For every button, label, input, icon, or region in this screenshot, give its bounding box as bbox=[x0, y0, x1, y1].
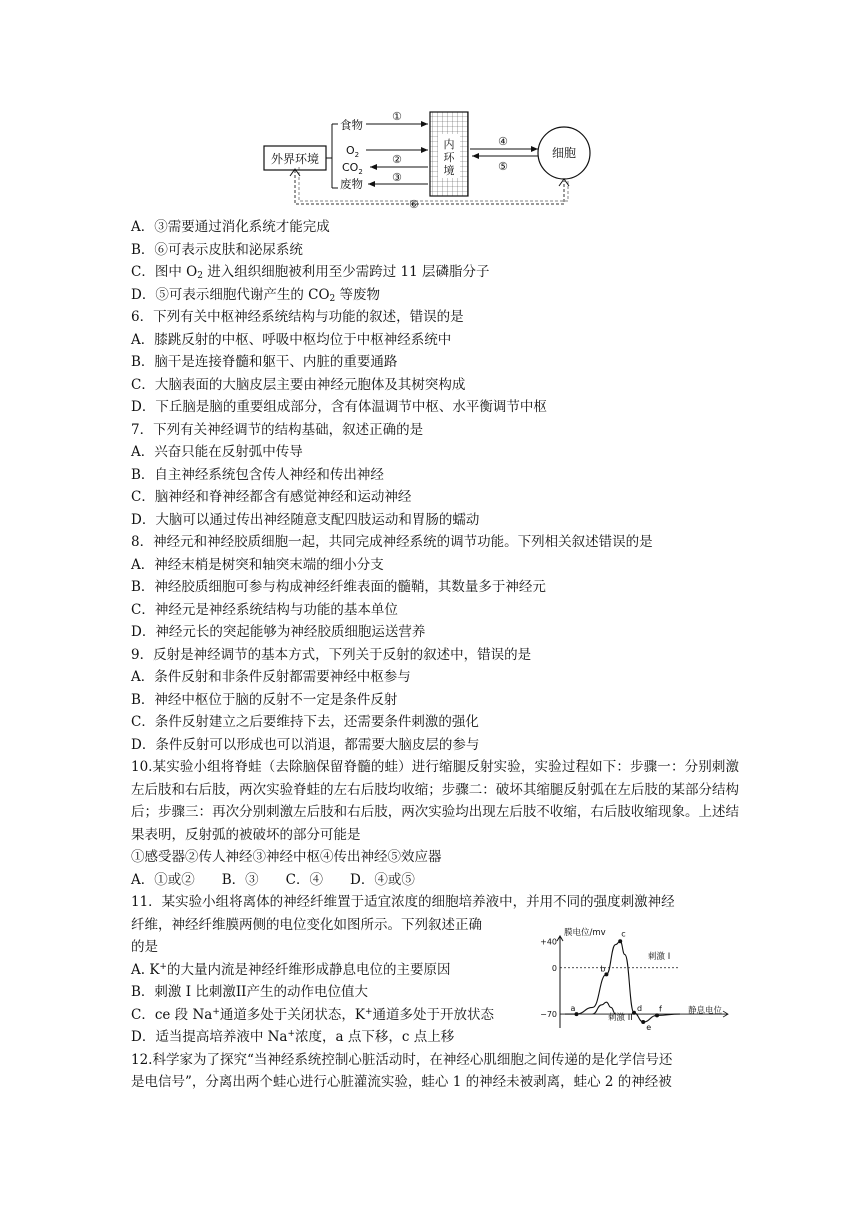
arrow-6-label: ⑥ bbox=[409, 198, 419, 211]
q6-stem: 6．下列有关中枢神经系统结构与功能的叙述，错误的是 bbox=[131, 309, 464, 325]
arrow-4-label: ④ bbox=[498, 135, 508, 148]
q11-stem-line-1: 11．某实验小组将离体的神经纤维置于适宜浓度的细胞培养液中，并用不同的强度刺激神经 bbox=[131, 894, 675, 910]
q11-option-b: B．刺激 I 比刺激II产生的动作电位值大 bbox=[131, 984, 369, 1000]
q7-option-a: A．兴奋只能在反射弧中传导 bbox=[131, 444, 303, 460]
q6-option-d: D．下丘脑是脑的重要组成部分，含有体温调节中枢、水平衡调节中枢 bbox=[131, 399, 547, 415]
q10-stem: 10.某实验小组将脊蛙（去除脑保留脊髓的蛙）进行缩腿反射实验，实验过程如下：步骤一：分别刺激左后肢和右后肢，两次实验脊蛙的左右后肢均收缩；步骤二：破坏其缩腿反射弧在左后肢的某部分结构后；步骤三：再次分别刺激左后肢和右后肢，两次实验均出现左后肢不收缩，右后肢收缩现象。上述结果表明，反射弧的被破坏的部分可能是 bbox=[131, 759, 739, 843]
q8-option-a: A．神经末梢是树突和轴突末端的细小分支 bbox=[131, 556, 384, 573]
q11-option-a: A. K+的大量内流是神经纤维形成静息电位的主要原因 bbox=[131, 961, 451, 978]
q7-option-d: D．大脑可以通过传出神经随意支配四肢运动和胃肠的蠕动 bbox=[131, 511, 480, 528]
q6-option-a: A．膝跳反射的中枢、呼吸中枢均位于中枢神经系统中 bbox=[131, 331, 452, 348]
chart-ticks bbox=[540, 937, 557, 1019]
y-tick-label: −70 bbox=[540, 1010, 557, 1020]
internal-environment-char-1: 内 bbox=[443, 138, 455, 151]
q8-option-c: C．神经元是神经系统结构与功能的基本单位 bbox=[131, 601, 398, 618]
q5-option-b: B．⑥可表示皮肤和泌尿系统 bbox=[131, 241, 303, 258]
point-e bbox=[641, 1020, 645, 1024]
q7-option-c: C．脑神经和脊神经都含有感觉神经和运动神经 bbox=[131, 489, 412, 505]
q9-stem: 9．反射是神经调节的基本方式，下列关于反射的叙述中，错误的是 bbox=[131, 646, 532, 663]
q11-option-c: C．ce 段 Na+通道多处于关闭状态，K+通道多处于开放状态 bbox=[131, 1006, 495, 1023]
point-label-e: e bbox=[646, 1023, 652, 1032]
stimulus-1-label: 刺激 I bbox=[648, 952, 671, 962]
y-tick-label: +40 bbox=[540, 937, 557, 947]
chart-ylabel: 膜电位/mv bbox=[564, 928, 606, 938]
arrow-1-label: ① bbox=[392, 110, 402, 123]
internal-environment-char-2: 环 bbox=[443, 151, 455, 164]
q9-option-c: C．条件反射建立之后要维持下去，还需要条件刺激的强化 bbox=[131, 714, 479, 730]
q10-items: ①感受器②传人神经③神经中枢④传出神经⑤效应器 bbox=[131, 849, 442, 865]
q11-option-d: D．适当提高培养液中 Na+浓度，a 点下移，c 点上移 bbox=[131, 1029, 455, 1045]
q8-option-b: B．神经胶质细胞可参与构成神经纤维表面的髓鞘，其数量多于神经元 bbox=[131, 579, 546, 595]
q7-stem: 7．下列有关神经调节的结构基础，叙述正确的是 bbox=[131, 421, 424, 438]
resting-potential-label: 静息电位 bbox=[688, 1006, 723, 1016]
q9-option-a: A．条件反射和非条件反射都需要神经中枢参与 bbox=[131, 669, 411, 685]
point-f bbox=[655, 1013, 659, 1017]
point-label-a: a bbox=[570, 1004, 576, 1014]
point-label-f: f bbox=[659, 1004, 662, 1014]
q10-options: A．①或② B．③ C．④ D．④或⑤ bbox=[131, 871, 415, 888]
q7-option-b: B．自主神经系统包含传人神经和传出神经 bbox=[131, 466, 384, 483]
q5-option-c: C．图中 $O_2$ 进入组织细胞被利用至少需跨过 11 层磷脂分子 bbox=[131, 264, 490, 281]
internal-environment-char-3: 境 bbox=[443, 164, 455, 177]
q9-option-d: D．条件反射可以形成也可以消退，都需要大脑皮层的参与 bbox=[131, 736, 480, 753]
internal-environment-diagram bbox=[262, 106, 602, 214]
point-c bbox=[618, 939, 622, 943]
membrane-potential-chart bbox=[530, 924, 732, 1032]
co2-label: $CO_2$ bbox=[342, 161, 363, 176]
food-label: 食物 bbox=[340, 118, 363, 132]
external-environment-label: 外界环境 bbox=[270, 152, 320, 166]
point-label-c: c bbox=[621, 929, 626, 939]
q8-option-d: D．神经元长的突起能够为神经胶质细胞运送营养 bbox=[131, 624, 426, 640]
cell-label: 细胞 bbox=[551, 146, 577, 160]
q5-option-a: A．③需要通过消化系统才能完成 bbox=[131, 219, 330, 235]
waste-label: 废物 bbox=[340, 177, 363, 191]
q8-stem: 8．神经元和神经胶质细胞一起，共同完成神经系统的调节功能。下列相关叙述错误的是 bbox=[131, 534, 653, 550]
stimulus-2-label: 刺激 II bbox=[608, 1013, 633, 1023]
q12-line-1: 12.科学家为了探究“当神经系统控制心脏活动时，在神经心肌细胞之间传递的是化学信号还 bbox=[131, 1051, 673, 1068]
arrow-2-label: ② bbox=[392, 153, 402, 166]
q6-option-c: C．大脑表面的大脑皮层主要由神经元胞体及其树突构成 bbox=[131, 376, 466, 393]
o2-label: $O_2$ bbox=[346, 144, 360, 159]
point-label-d: d bbox=[637, 1003, 643, 1013]
q9-option-b: B．神经中枢位于脑的反射不一定是条件反射 bbox=[131, 691, 398, 708]
q6-option-b: B．脑干是连接脊髓和躯干、内脏的重要通路 bbox=[131, 354, 398, 370]
point-label-b: b bbox=[600, 964, 606, 974]
q5-option-d: D．⑤可表示细胞代谢产生的 $CO_2$ 等废物 bbox=[131, 286, 381, 304]
q11-stem-line-3: 的是 bbox=[131, 939, 158, 955]
y-tick-label: 0 bbox=[551, 963, 557, 973]
q12-line-2: 是电信号”，分离出两个蛙心进行心脏灌流实验，蛙心 1 的神经未被剥离，蛙心 2 的神经被 bbox=[131, 1074, 672, 1090]
arrow-5-label: ⑤ bbox=[498, 160, 508, 173]
arrow-3-label: ③ bbox=[392, 171, 402, 184]
q11-stem-line-2: 纤维，神经纤维膜两侧的电位变化如图所示。下列叙述正确 bbox=[131, 916, 482, 933]
